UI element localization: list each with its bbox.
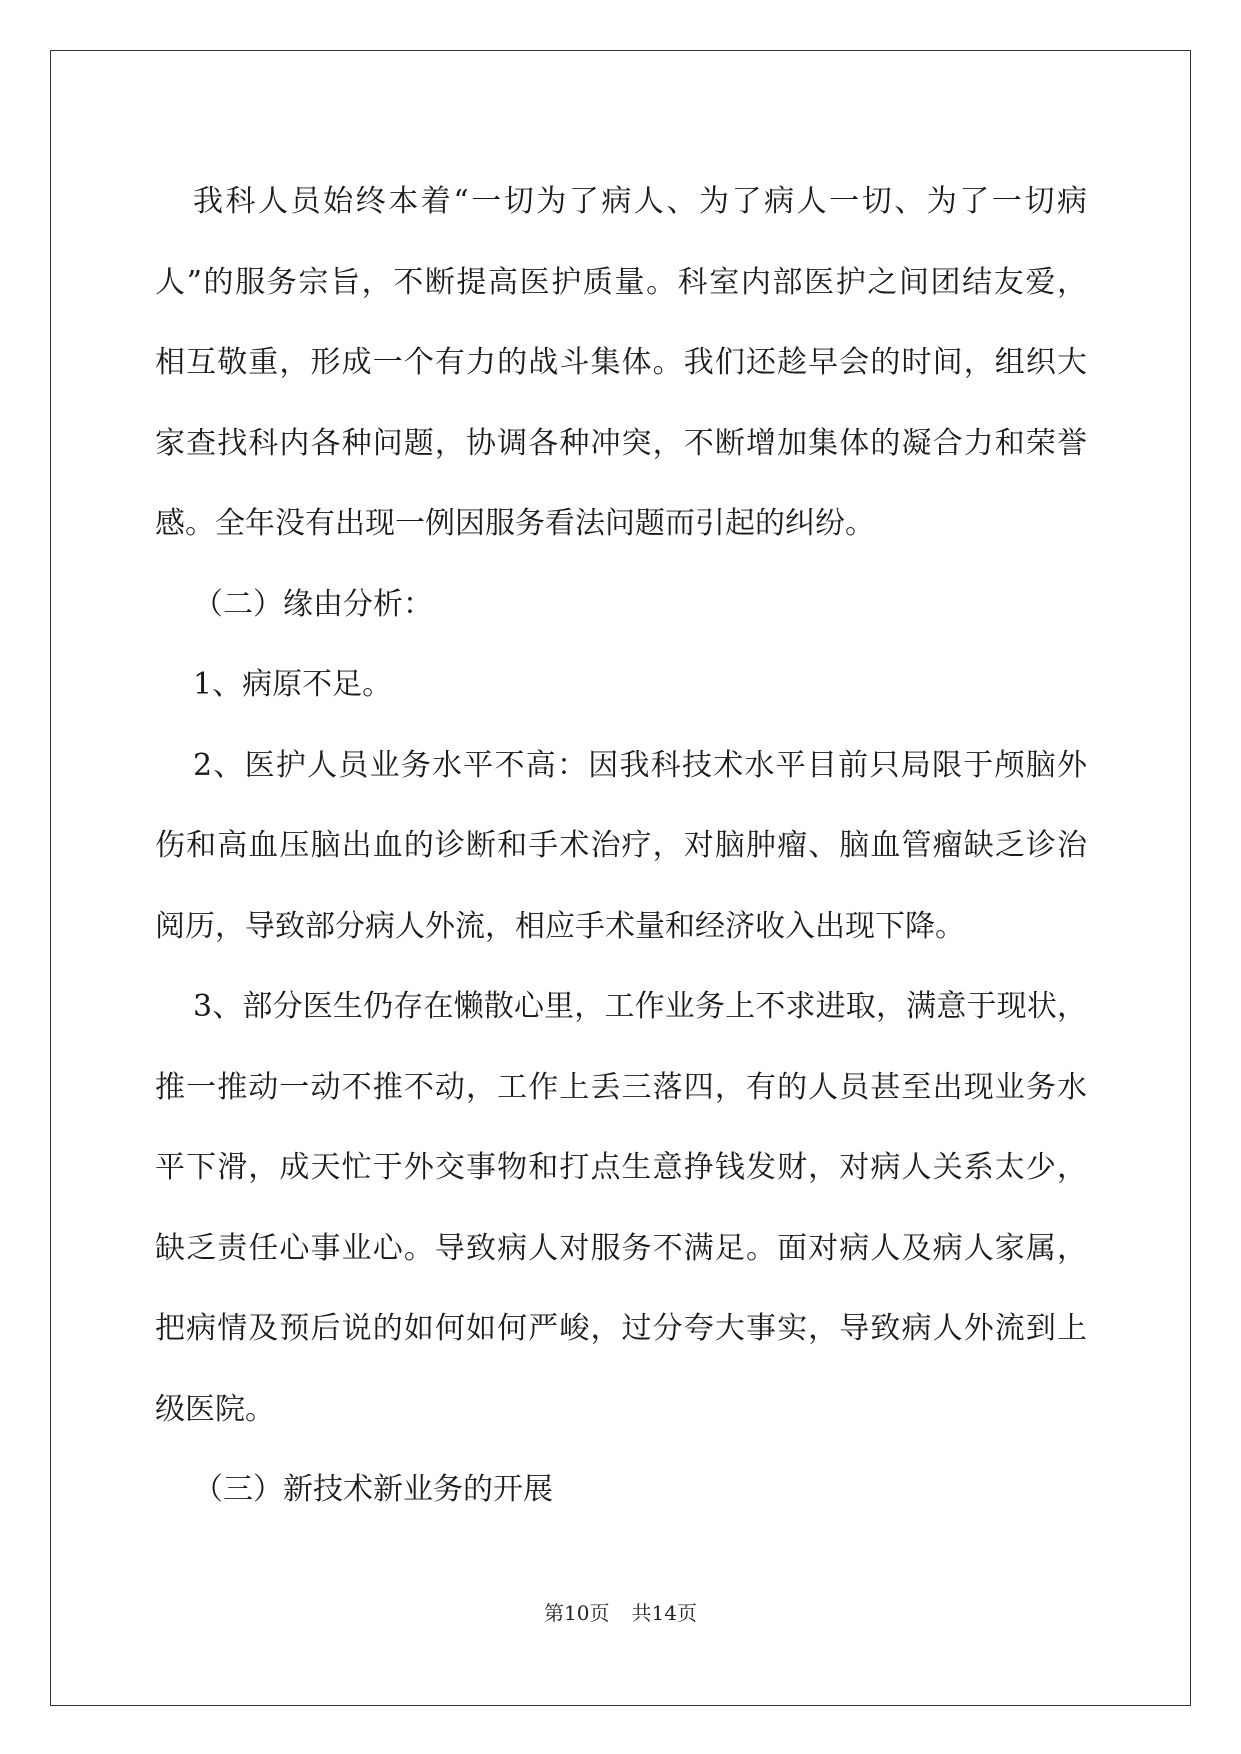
text-line: 缺乏责任心事业心。导致病人对服务不满足。面对病人及病人家属， [155, 1230, 1089, 1266]
page-number-current: 第10页 [544, 1601, 610, 1625]
text-line: 家查找科内各种问题，协调各种冲突，不断增加集体的凝合力和荣誉 [155, 425, 1089, 461]
section-heading-2 [155, 564, 1087, 645]
text-line: 2、医护人员业务水平不高：因我科技术水平目前只局限于颅脑外 [193, 747, 1089, 783]
paragraph-1-line-3 [155, 322, 1087, 403]
paragraph-1-line-1 [155, 161, 1090, 242]
list-item-2-line-3 [155, 886, 1087, 967]
text-line: 相互敬重，形成一个有力的战斗集体。我们还趁早会的时间，组织大 [155, 345, 1089, 380]
list-item-3-line-6 [155, 1369, 1087, 1450]
section-heading: （三）新技术新业务的开展 [193, 1472, 553, 1507]
text-line: 推一推动一动不推不动，工作上丢三落四，有的人员甚至出现业务水 [155, 1069, 1089, 1105]
list-item-3-line-2 [155, 1047, 1087, 1128]
paragraph-1-line-5 [155, 483, 1087, 564]
page-footer [0, 1597, 1241, 1626]
paragraph-1-line-4 [155, 403, 1087, 484]
text-line: 把病情及预后说的如何如何严峻，过分夸大事实，导致病人外流到上 [155, 1311, 1089, 1346]
list-item-3-line-4 [155, 1208, 1087, 1289]
list-item-2-line-1 [155, 725, 1087, 806]
text-line: 人”的服务宗旨，不断提高医护质量。科室内部医护之间团结友爱， [155, 264, 1089, 300]
text-line: 阅历，导致部分病人外流，相应手术量和经济收入出现下降。 [155, 908, 965, 944]
text-line: 感。全年没有出现一例因服务看法问题而引起的纠纷。 [155, 506, 875, 541]
list-item-1 [155, 644, 1087, 725]
section-heading: （二）缘由分析： [193, 586, 433, 622]
list-item-2-line-2 [155, 805, 1087, 886]
text-line: 我科人员始终本着“一切为了病人、为了病人一切、为了一切病 [193, 184, 1090, 219]
list-item-3-line-5 [155, 1288, 1087, 1369]
list-item-text: 1、病原不足。 [193, 667, 393, 702]
text-line: 平下滑，成天忙于外交事物和打点生意挣钱发财，对病人关系太少， [155, 1150, 1089, 1185]
page-number-total: 共14页 [631, 1601, 697, 1625]
document-body [155, 161, 1090, 1530]
text-line: 3、部分医生仍存在懒散心里，工作业务上不求进取，满意于现状， [193, 989, 1088, 1024]
list-item-3-line-1 [155, 966, 1087, 1047]
text-line: 伤和高血压脑出血的诊断和手术治疗，对脑肿瘤、脑血管瘤缺乏诊治 [155, 828, 1089, 863]
text-line: 级医院。 [155, 1391, 275, 1427]
section-heading-3 [155, 1449, 1087, 1530]
paragraph-1-line-2 [155, 242, 1087, 323]
list-item-3-line-3 [155, 1127, 1087, 1208]
